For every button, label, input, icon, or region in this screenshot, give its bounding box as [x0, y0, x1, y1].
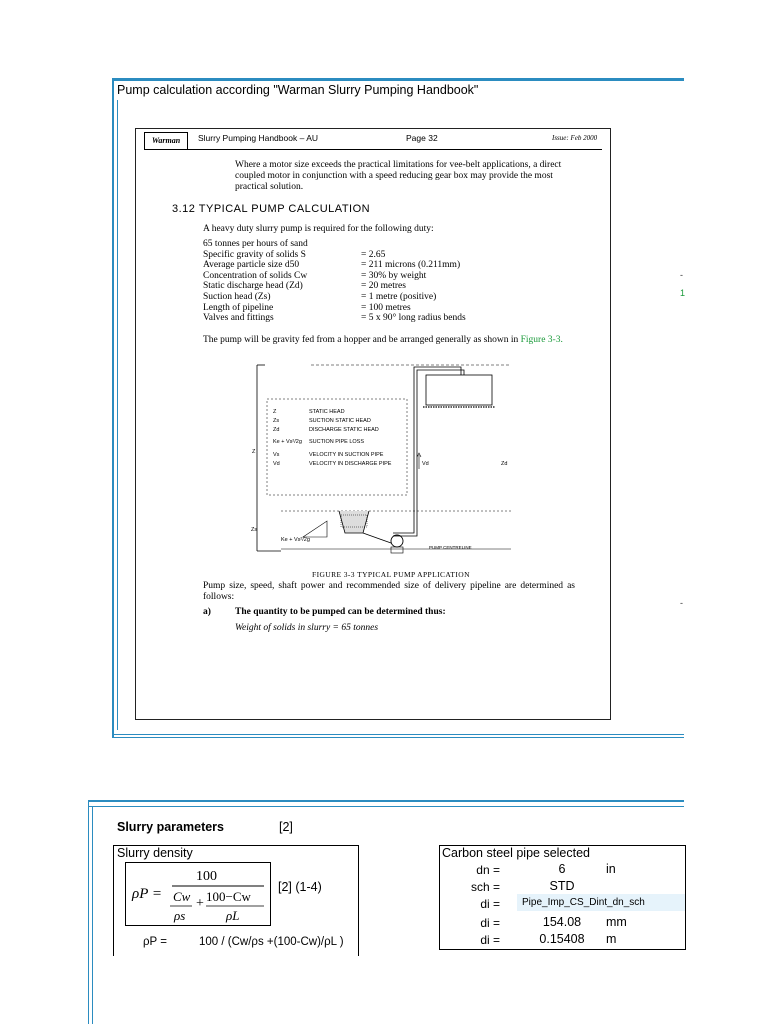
panel-bottom-border-double [112, 737, 684, 738]
slurry-parameters-heading: Slurry parameters [117, 820, 225, 834]
scan-header-rule [144, 149, 602, 150]
formula-plus: + [196, 896, 204, 911]
intro-paragraph: Where a motor size exceeds the practical limitations for vee-belt applications, a direct coupled motor in conjunction with a speed reducing gear box may provide the most practical solution. [235, 160, 562, 192]
formula-rho-s: ρs [174, 908, 186, 923]
legend-symbol: Zd [273, 427, 280, 433]
handbook-scan [135, 128, 611, 720]
formula-cw: Cw [173, 889, 191, 904]
duty-first-line: 65 tonnes per hours of sand [203, 239, 308, 249]
pipe-title: Carbon steel pipe selected [442, 846, 591, 860]
pipe-label-di-mm: di = [480, 916, 500, 930]
figure-link[interactable]: Figure 3-3. [520, 335, 563, 345]
pipe-selection-box [439, 845, 686, 950]
duty-value: = 2.65 [361, 249, 386, 260]
panel-inner-left-border [117, 100, 118, 730]
panel-bottom-border [112, 734, 684, 735]
duty-label: Static discharge head (Zd) [203, 281, 303, 292]
duty-intro: A heavy duty slurry pump is required for the following duty: [203, 224, 434, 234]
pipe-unit-mm: mm [606, 915, 627, 929]
scan-header-book: Slurry Pumping Handbook – AU [198, 133, 319, 143]
legend-desc: SUCTION PIPE LOSS [309, 439, 365, 445]
pipe-value-dn[interactable]: 6 [558, 862, 566, 876]
duty-value: = 20 metres [361, 281, 406, 292]
pipe-value-di-mm: 154.08 [542, 915, 582, 929]
duty-value: = 100 metres [361, 302, 411, 313]
legend-desc: VELOCITY IN DISCHARGE PIPE [309, 461, 392, 467]
duty-value: = 5 x 90° long radius bends [361, 313, 466, 324]
formula-reference: [2] (1-4) [278, 880, 322, 894]
pump-paragraph: Pump size, speed, shaft power and recommended size of delivery pipeline are determined as follows: [203, 581, 575, 602]
legend-symbol: Vd [273, 461, 280, 467]
panel-left-border [112, 78, 114, 738]
pipe-unit-m: m [606, 932, 617, 946]
duty-value: = 211 microns (0.211mm) [361, 260, 461, 271]
legend-symbol: Vs [273, 452, 280, 458]
section-title: 3.12 TYPICAL PUMP CALCULATION [172, 203, 371, 215]
pipe-label-dn: dn = [476, 863, 500, 877]
edge-mark: - [680, 270, 683, 280]
duty-label: Suction head (Zs) [203, 292, 271, 302]
slurry-density-label: Slurry density [117, 846, 193, 860]
legend-symbol: Z [273, 409, 277, 415]
panel-top-border [112, 78, 684, 81]
duty-label: Length of pipeline [203, 302, 274, 313]
pipe-function-cell[interactable]: Pipe_Imp_CS_Dint_dn_sch [517, 894, 685, 911]
gravity-paragraph [203, 335, 575, 346]
pipe-value-sch[interactable]: STD [549, 879, 575, 893]
duty-label: Specific gravity of solids S [203, 249, 306, 260]
weight-text: Weight of solids in slurry = 65 tonnes [235, 623, 379, 633]
panel2-top-border-double [88, 806, 684, 807]
pipe-label-di: di = [480, 897, 500, 911]
fig-label-vd: Vd [422, 461, 429, 467]
panel2-left-border [88, 800, 89, 1024]
fig-label-zs: Zs [251, 527, 258, 533]
item-a-text: The quantity to be pumped can be determined thus: [235, 607, 446, 617]
pipe-label-di-m: di = [480, 933, 500, 947]
scan-header-page: Page 32 [406, 133, 438, 143]
slurry-density-box [113, 845, 359, 956]
legend-desc: SUCTION STATIC HEAD [309, 418, 371, 424]
panel2-left-border-double [92, 806, 93, 1024]
fig-label-z: Z [252, 449, 256, 455]
fig-label-centreline: PUMP CENTRELINE [429, 545, 472, 550]
pump-application-figure [251, 361, 511, 561]
legend-desc: STATIC HEAD [309, 409, 345, 415]
gravity-text: The pump will be gravity fed from a hopper and be arranged generally as shown in [203, 335, 519, 345]
edge-mark: 1 [680, 288, 686, 298]
fig-label-loss: Ke + Vs²/2g [281, 537, 310, 543]
page-title: Pump calculation according "Warman Slurry Pumping Handbook" [117, 83, 479, 97]
formula-hundred-minus-cw: 100−Cw [206, 889, 251, 904]
rho-p-label: ρP = [143, 936, 167, 948]
duty-label: Valves and fittings [203, 313, 274, 324]
formula-lhs: ρP = [132, 886, 162, 902]
duty-value: = 1 metre (positive) [361, 292, 437, 302]
warman-logo: Warman [144, 132, 188, 150]
pipe-label-sch: sch = [470, 880, 500, 894]
rho-p-expression: 100 / (Cw/ρs +(100-Cw)/ρL ) [199, 936, 344, 948]
duty-label: Average particle size d50 [203, 260, 300, 271]
formula-numerator: 100 [196, 869, 217, 884]
fig-label-zd: Zd [501, 461, 508, 467]
figure-caption: FIGURE 3-3 TYPICAL PUMP APPLICATION [312, 570, 470, 579]
scan-header-issue: Issue: Feb 2000 [552, 134, 598, 142]
pipe-unit-dn: in [606, 862, 616, 876]
panel2-top-border [88, 800, 684, 802]
duty-value: = 30% by weight [361, 270, 427, 281]
duty-label: Concentration of solids Cw [203, 270, 308, 281]
reference-2: [2] [279, 820, 293, 834]
item-a-label: a) [203, 607, 211, 617]
edge-mark: - [680, 598, 683, 608]
legend-desc: DISCHARGE STATIC HEAD [309, 427, 379, 433]
legend-desc: VELOCITY IN SUCTION PIPE [309, 452, 384, 458]
legend-symbol: Ke + Vs²/2g [273, 439, 302, 445]
pipe-value-di-m: 0.15408 [539, 932, 585, 946]
formula-rho-l: ρL [226, 908, 240, 923]
density-formula [125, 862, 271, 926]
legend-symbol: Zs [273, 418, 280, 424]
